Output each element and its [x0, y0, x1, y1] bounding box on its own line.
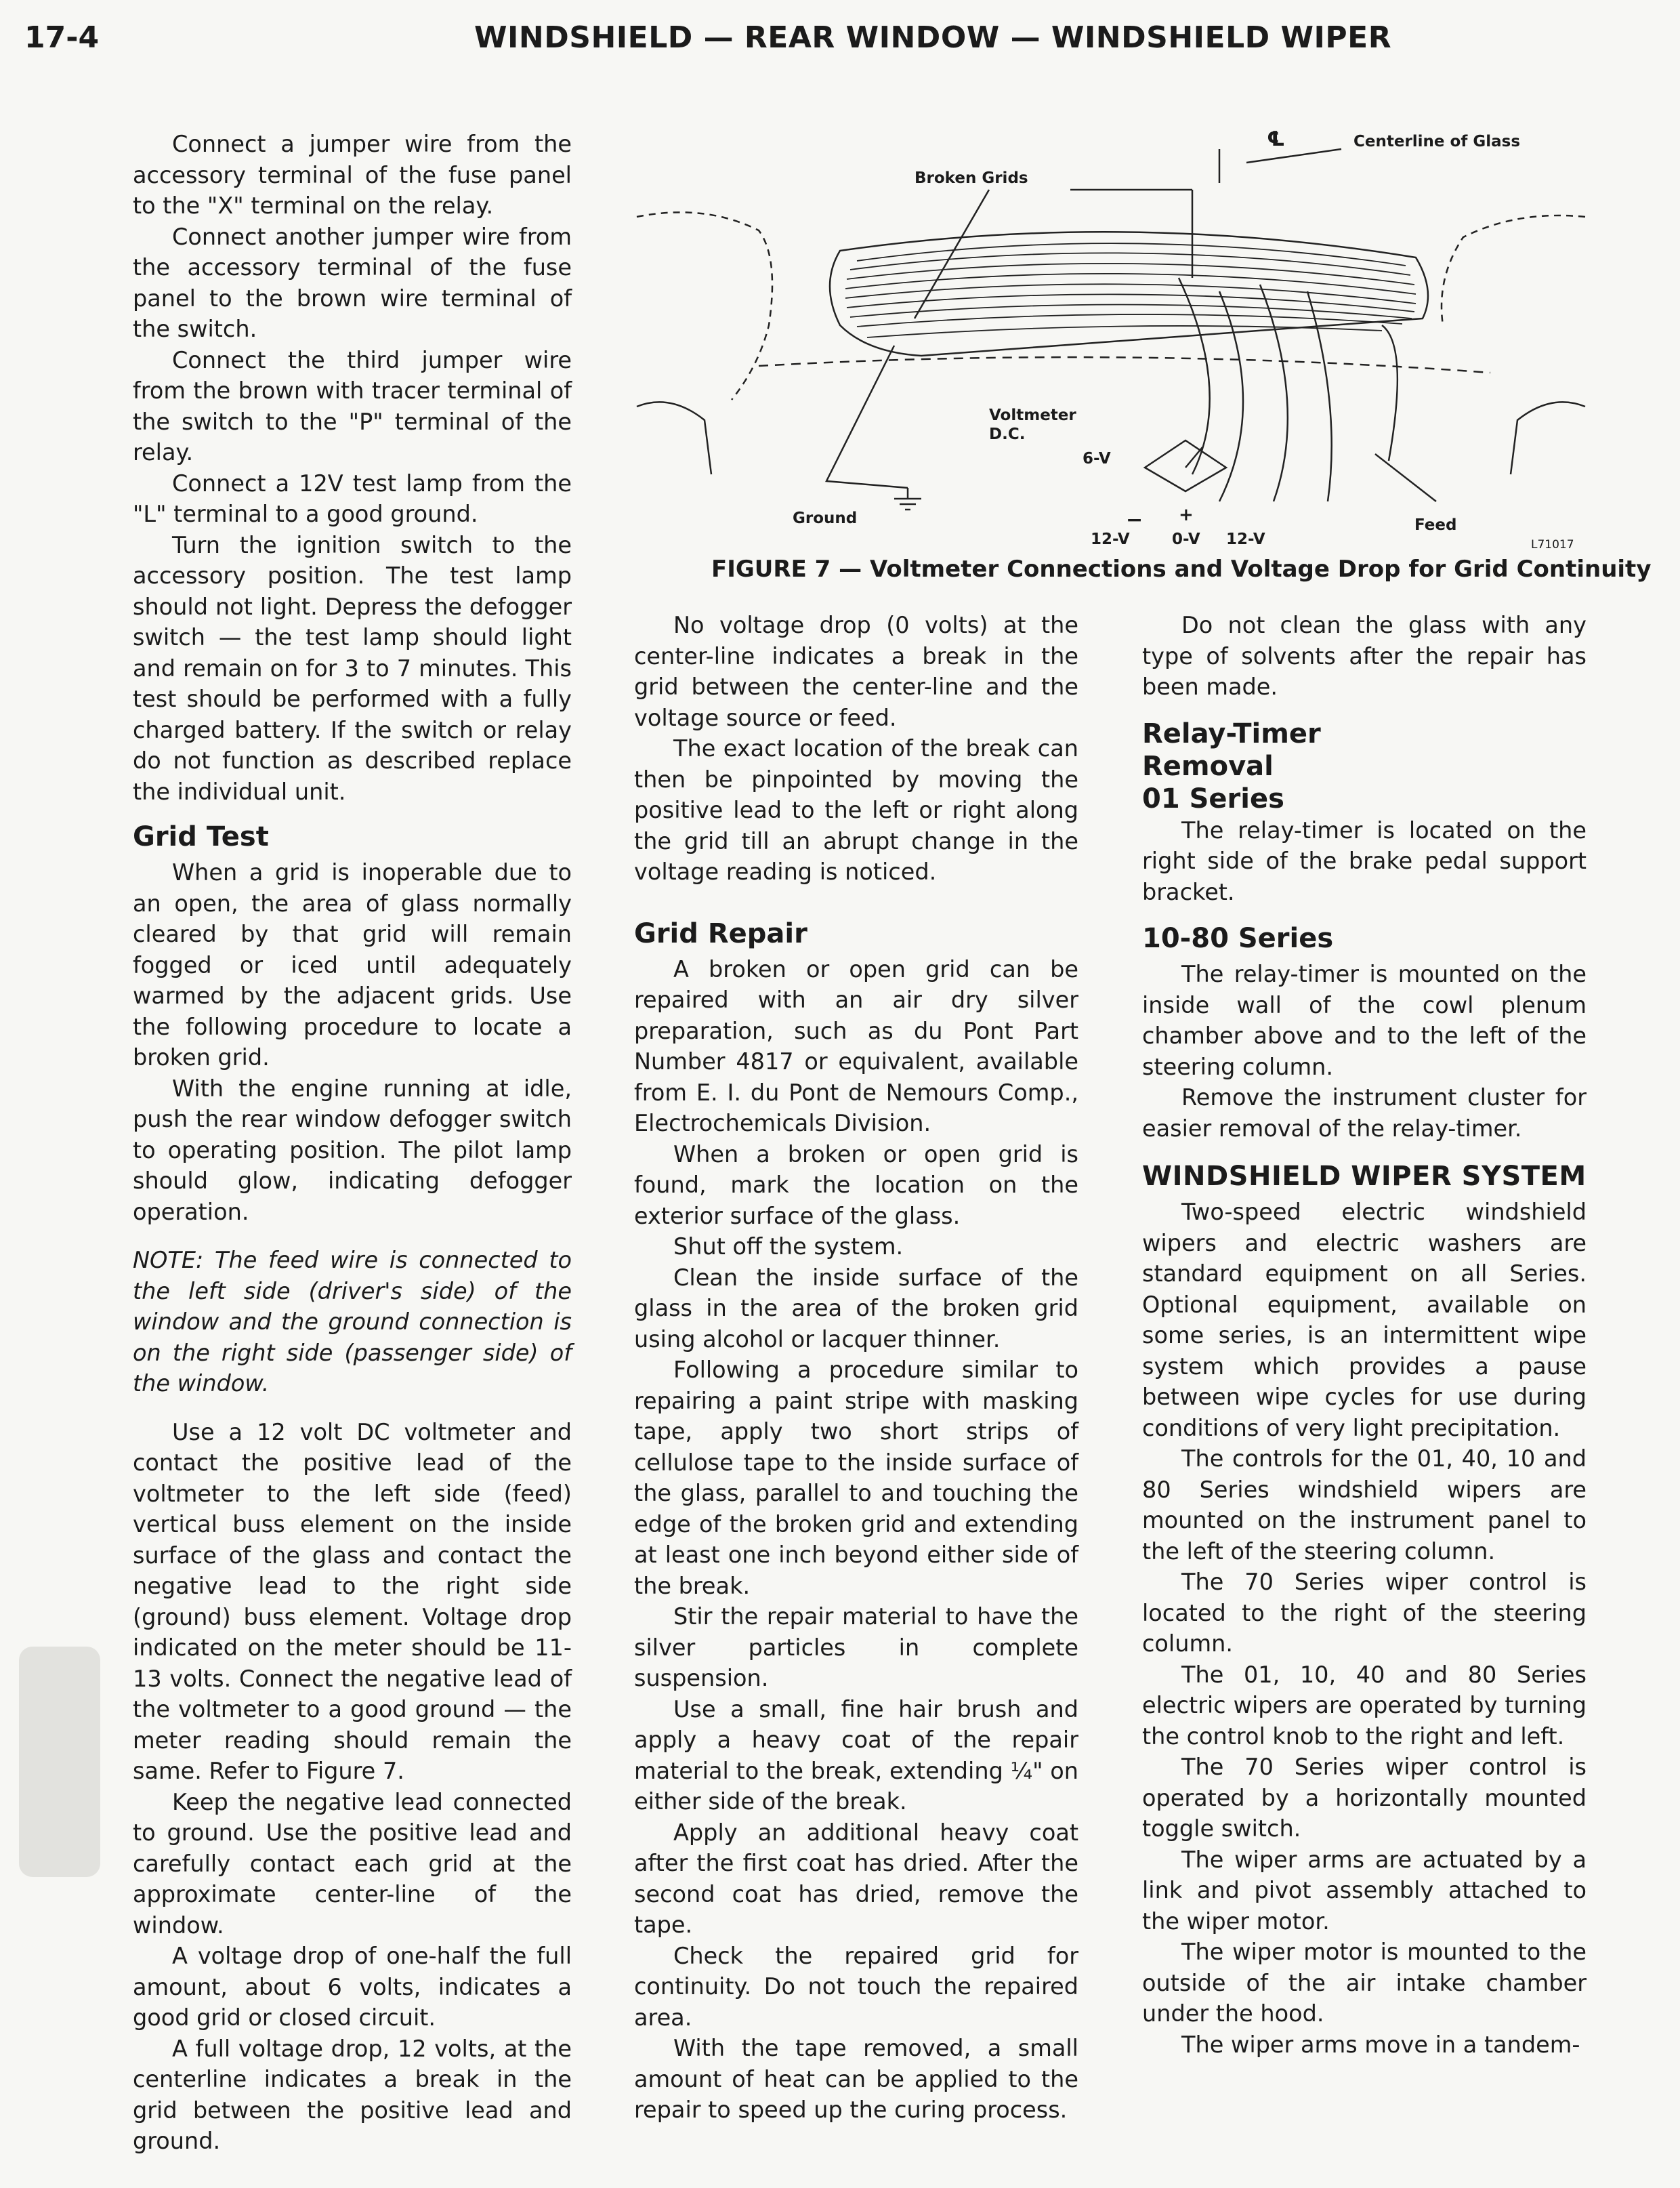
paragraph: A broken or open grid can be repaired with an air dry silver preparation, such as du Pont Part Number 4817 or equivalent, available from E. I. du Pont de Nemours Comp., Electrochemicals Division. [634, 955, 1078, 1136]
paragraph: Check the repaired grid for continuity. Do not touch the repaired area. [634, 1942, 1078, 2031]
body-outline-right-lower [1511, 402, 1585, 474]
paragraph: The 01, 10, 40 and 80 Series electric wipers are operated by turning the control knob to the right and left. [1142, 1661, 1587, 1750]
paragraph: The relay-timer is mounted on the inside wall of the cowl plenum chamber above and to the left of the steering column. [1142, 961, 1587, 1080]
lead-6v [1179, 278, 1210, 474]
heading-removal: Removal [1142, 750, 1274, 782]
ground-lead [826, 346, 908, 488]
paragraph: With the tape removed, a small amount of heat can be applied to the repair to speed up the curing process. [634, 2035, 1078, 2123]
paragraph: The exact location of the break can then be pinpointed by moving the positive lead to the left or right along the grid till an abrupt change in the voltage reading is noticed. [634, 735, 1078, 885]
body-outline-left-lower [637, 402, 711, 474]
figure-caption: FIGURE 7 — Voltmeter Connections and Voltage Drop for Grid Continuity [711, 556, 1652, 583]
paragraph: Connect a jumper wire from the accessory terminal of the fuse panel to the "X" terminal on the relay. [133, 131, 572, 219]
heading-windshield-wiper-system: WINDSHIELD WIPER SYSTEM [1142, 1161, 1587, 1192]
heading-grid-repair: Grid Repair [634, 917, 807, 949]
page-smudge [19, 1647, 100, 1877]
paragraph: Connect the third jumper wire from the brown with tracer terminal of the switch to the "P" terminal of the relay. [133, 346, 572, 466]
paragraph: A full voltage drop, 12 volts, at the centerline indicates a break in the grid between the positive lead and ground. [133, 2035, 572, 2154]
paragraph: Two-speed electric windshield wipers and electric washers are standard equipment on all Series. Optional equipment, available on some series, is an intermittent wipe system which provides a pause between wipe cycles for use during conditions of very light precipitation. [1142, 1199, 1587, 1441]
feed-label: Feed [1414, 516, 1457, 534]
paragraph: No voltage drop (0 volts) at the center-line indicates a break in the grid between the center-line and the voltage source or feed. [634, 612, 1078, 731]
paragraph: Following a procedure similar to repairing a paint stripe with masking tape, apply two short strips of cellulose tape to the inside surface of the glass, parallel to and touching the edge of the broken grid and extending at least one inch beyond either side of the break. [634, 1357, 1078, 1599]
paragraph: Connect a 12V test lamp from the "L" terminal to a good ground. [133, 470, 572, 527]
paragraph: Use a 12 volt DC voltmeter and contact the positive lead of the voltmeter to the left side (feed) vertical buss element on the inside surface of the glass and contact the negative lead to the right side (ground) buss element. Voltage drop indicated on the meter should be 11-13 volts. Connect the negative lead of the voltmeter to a good ground — the meter reading should remain the same. Refer to Figure 7. [133, 1418, 572, 1784]
rear-window-diagram [623, 122, 1599, 556]
paragraph: The controls for the 01, 40, 10 and 80 Series windshield wipers are mounted on the instrument panel to the left of the steering column. [1142, 1445, 1587, 1565]
paragraph: Do not clean the glass with any type of solvents after the repair has been made. [1142, 612, 1587, 700]
figure-7 [623, 122, 1599, 556]
dc-label: D.C. [989, 426, 1026, 443]
column-2 [634, 610, 1078, 2126]
column-3 [1142, 610, 1587, 2060]
deck-line [759, 357, 1490, 373]
reading-12v-a-label: 12-V [1091, 531, 1130, 548]
paragraph: Turn the ignition switch to the accessory position. The test lamp should not light. Depress the defogger switch — the test lamp should light and remain on for 3 to 7 minutes. This test should be performed with a fully charged battery. If the switch or relay do not function as described replace the individual unit. [133, 531, 572, 805]
figure-ref: L71017 [1531, 538, 1574, 552]
paragraph: Remove the instrument cluster for easier removal of the relay-timer. [1142, 1084, 1587, 1142]
centerline-label: Centerline of Glass [1353, 133, 1521, 150]
paragraph: Stir the repair material to have the silver particles in complete suspension. [634, 1603, 1078, 1691]
paragraph: The 70 Series wiper control is operated by a horizontally mounted toggle switch. [1142, 1754, 1587, 1842]
centerline-symbol: ℄ [1267, 127, 1285, 151]
paragraph: A voltage drop of one-half the full amount, about 6 volts, indicates a good grid or closed circuit. [133, 1943, 572, 2031]
heading-grid-test: Grid Test [133, 821, 269, 852]
note: NOTE: The feed wire is connected to the left side (driver's side) of the window and the ground connection is on the right side (passenger side) of the window. [133, 1247, 572, 1397]
paragraph: The relay-timer is located on the right side of the brake pedal support bracket. [1142, 817, 1587, 905]
body-outline-left [637, 212, 772, 400]
running-head: WINDSHIELD — REAR WINDOW — WINDSHIELD WIPER [474, 20, 1392, 55]
plus-label: + [1179, 505, 1194, 525]
feed-wire [1382, 325, 1398, 461]
paragraph: When a broken or open grid is found, mark the location on the exterior surface of the glass. [634, 1140, 1078, 1229]
paragraph: The wiper arms are actuated by a link and pivot assembly attached to the wiper motor. [1142, 1846, 1587, 1935]
lead-12v-b [1307, 291, 1332, 501]
reading-12v-b-label: 12-V [1226, 531, 1265, 548]
body-outline-right [1442, 215, 1585, 325]
paragraph: Keep the negative lead connected to ground. Use the positive lead and carefully contact each grid at the approximate center-line of the window. [133, 1788, 572, 1939]
voltmeter-body [1145, 440, 1226, 491]
paragraph: The wiper arms move in a tandem- [1181, 2031, 1580, 2058]
broken-grids-label: Broken Grids [915, 169, 1028, 187]
paragraph: Connect another jumper wire from the accessory terminal of the fuse panel to the brown wire terminal of the switch. [133, 223, 572, 342]
heading-10-80-series: 10-80 Series [1142, 923, 1334, 954]
page-number: 17-4 [24, 20, 100, 55]
paragraph: With the engine running at idle, push the rear window defogger switch to operating position. The pilot lamp should glow, indicating defogger operation. [133, 1075, 572, 1225]
paragraph: When a grid is inoperable due to an open, the area of glass normally cleared by that grid will remain fogged or iced until adequately warmed by the adjacent grids. Use the following procedure to locate a broken grid. [133, 859, 572, 1071]
reading-6v-label: 6-V [1083, 450, 1111, 468]
column-1 [133, 129, 572, 2157]
paragraph: Use a small, fine hair brush and apply a heavy coat of the repair material to the break, extending ¼" on either side of the break. [634, 1695, 1078, 1815]
paragraph: Apply an additional heavy coat after the first coat has dried. After the second coat has dried, remove the tape. [634, 1819, 1078, 1938]
paragraph: The 70 Series wiper control is located to the right of the steering column. [1142, 1569, 1587, 1657]
paragraph: The wiper motor is mounted to the outside of the air intake chamber under the hood. [1142, 1939, 1587, 2027]
ground-label: Ground [793, 510, 858, 527]
voltmeter-label: Voltmeter [989, 407, 1076, 424]
paragraph: Shut off the system. [673, 1233, 904, 1260]
heading-relay-timer: Relay-Timer [1142, 718, 1321, 749]
heading-01-series: 01 Series [1142, 783, 1284, 814]
paragraph: Clean the inside surface of the glass in the area of the broken grid using alcohol or lacquer thinner. [634, 1264, 1078, 1353]
minus-label: − [1126, 508, 1143, 532]
reading-0v-label: 0-V [1172, 531, 1200, 548]
